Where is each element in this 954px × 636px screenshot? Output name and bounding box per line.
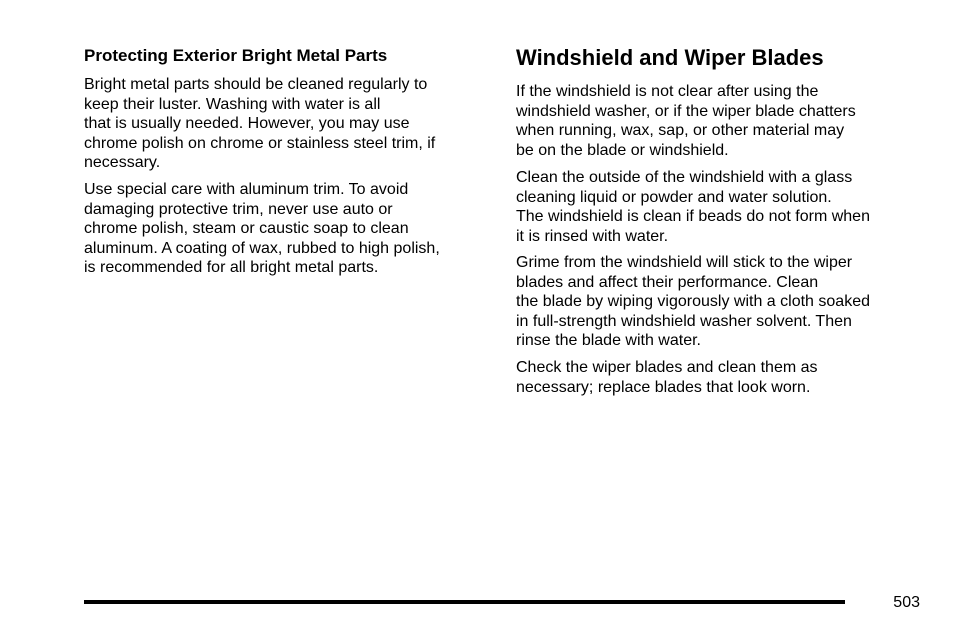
paragraph-check-blades [516,358,818,397]
paragraph-grime-blades [516,253,870,351]
text-line: Grime from the windshield will stick to the wiper [516,254,853,271]
text-line: keep their luster. Washing with water is all [84,95,381,113]
text-line: If the windshield is not clear after using the [516,83,819,100]
text-line: be on the blade or windshield. [516,141,729,159]
text-line: windshield washer, or if the wiper blade chatters [516,102,856,120]
section-heading: Windshield and Wiper Blades [516,45,824,70]
text-line: Bright metal parts should be cleaned regularly to [84,76,428,93]
text-line: chrome polish on chrome or stainless steel trim, if [84,134,436,152]
text-line: rinse the blade with water. [516,332,701,349]
text-line: Check the wiper blades and clean them as [516,359,818,376]
text-line: Use special care with aluminum trim. To avoid [84,181,409,198]
text-line: that is usually needed. However, you may use [84,115,410,132]
text-line: aluminum. A coating of wax, rubbed to high polish, [84,239,440,257]
text-line: in full-strength windshield washer solvent. Then [516,312,852,330]
footer-rule [84,600,845,604]
text-line: when running, wax, sap, or other material may [516,122,845,139]
paragraph-clean-outside [516,168,870,246]
text-line: the blade by wiping vigorously with a cloth soaked [516,293,870,310]
paragraph-cleaning-bright-metal [84,75,435,173]
text-line: chrome polish, steam or caustic soap to clean [84,220,409,237]
text-line: necessary. [84,154,161,171]
page-number: 503 [893,594,920,611]
text-line: it is rinsed with water. [516,227,669,245]
text-line: damaging protective trim, never use auto or [84,200,393,218]
paragraph-aluminum-trim [84,180,440,278]
text-line: necessary; replace blades that look worn. [516,378,811,396]
paragraph-windshield-not-clear [516,82,856,160]
text-line: is recommended for all bright metal parts. [84,259,379,276]
text-line: The windshield is clean if beads do not form when [516,208,870,225]
text-line: cleaning liquid or powder and water solution. [516,188,832,206]
text-line: Clean the outside of the windshield with a glass [516,169,853,186]
section-subheading: Protecting Exterior Bright Metal Parts [84,46,388,65]
text-line: blades and affect their performance. Clean [516,273,819,291]
